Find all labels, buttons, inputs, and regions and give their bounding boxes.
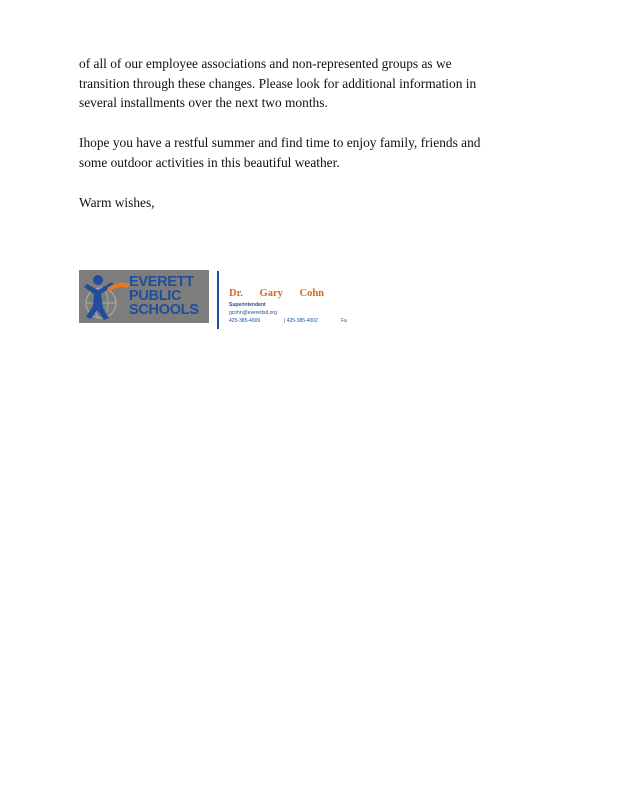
closing-line (79, 193, 524, 213)
signature-phone: 425-385-4009 (229, 318, 261, 324)
signature-fax-label: Fa (341, 318, 347, 324)
paragraph-line: some outdoor activities in this beautiful weather. (79, 154, 340, 170)
signature-fax: | 425-385-4002 (284, 318, 318, 324)
paragraph-line: of all of our employee associations and non-represented groups as we (79, 56, 452, 71)
paragraph-line: Ihope you have a restful summer and find time to enjoy family, friends and (79, 135, 481, 150)
paragraph-line: transition through these changes. Please look for additional information in (79, 75, 477, 91)
body-paragraph-2 (79, 133, 524, 172)
logo-wordmark (129, 275, 199, 317)
signature-name: Dr. Gary Cohn (229, 288, 324, 299)
signature-email-link[interactable]: gcohn@everettsd.org (229, 310, 277, 316)
logo-line: PUBLIC (129, 288, 182, 304)
signature-divider (217, 271, 219, 329)
paragraph-line: several installments over the next two months. (79, 95, 328, 110)
logo-line: SCHOOLS (129, 302, 199, 318)
signature-title: Superintendent (229, 302, 266, 308)
logo-line: EVERETT (129, 274, 194, 290)
everett-public-schools-logo (79, 270, 209, 323)
closing-text: Warm wishes, (79, 195, 155, 210)
body-paragraph-1 (79, 54, 524, 113)
